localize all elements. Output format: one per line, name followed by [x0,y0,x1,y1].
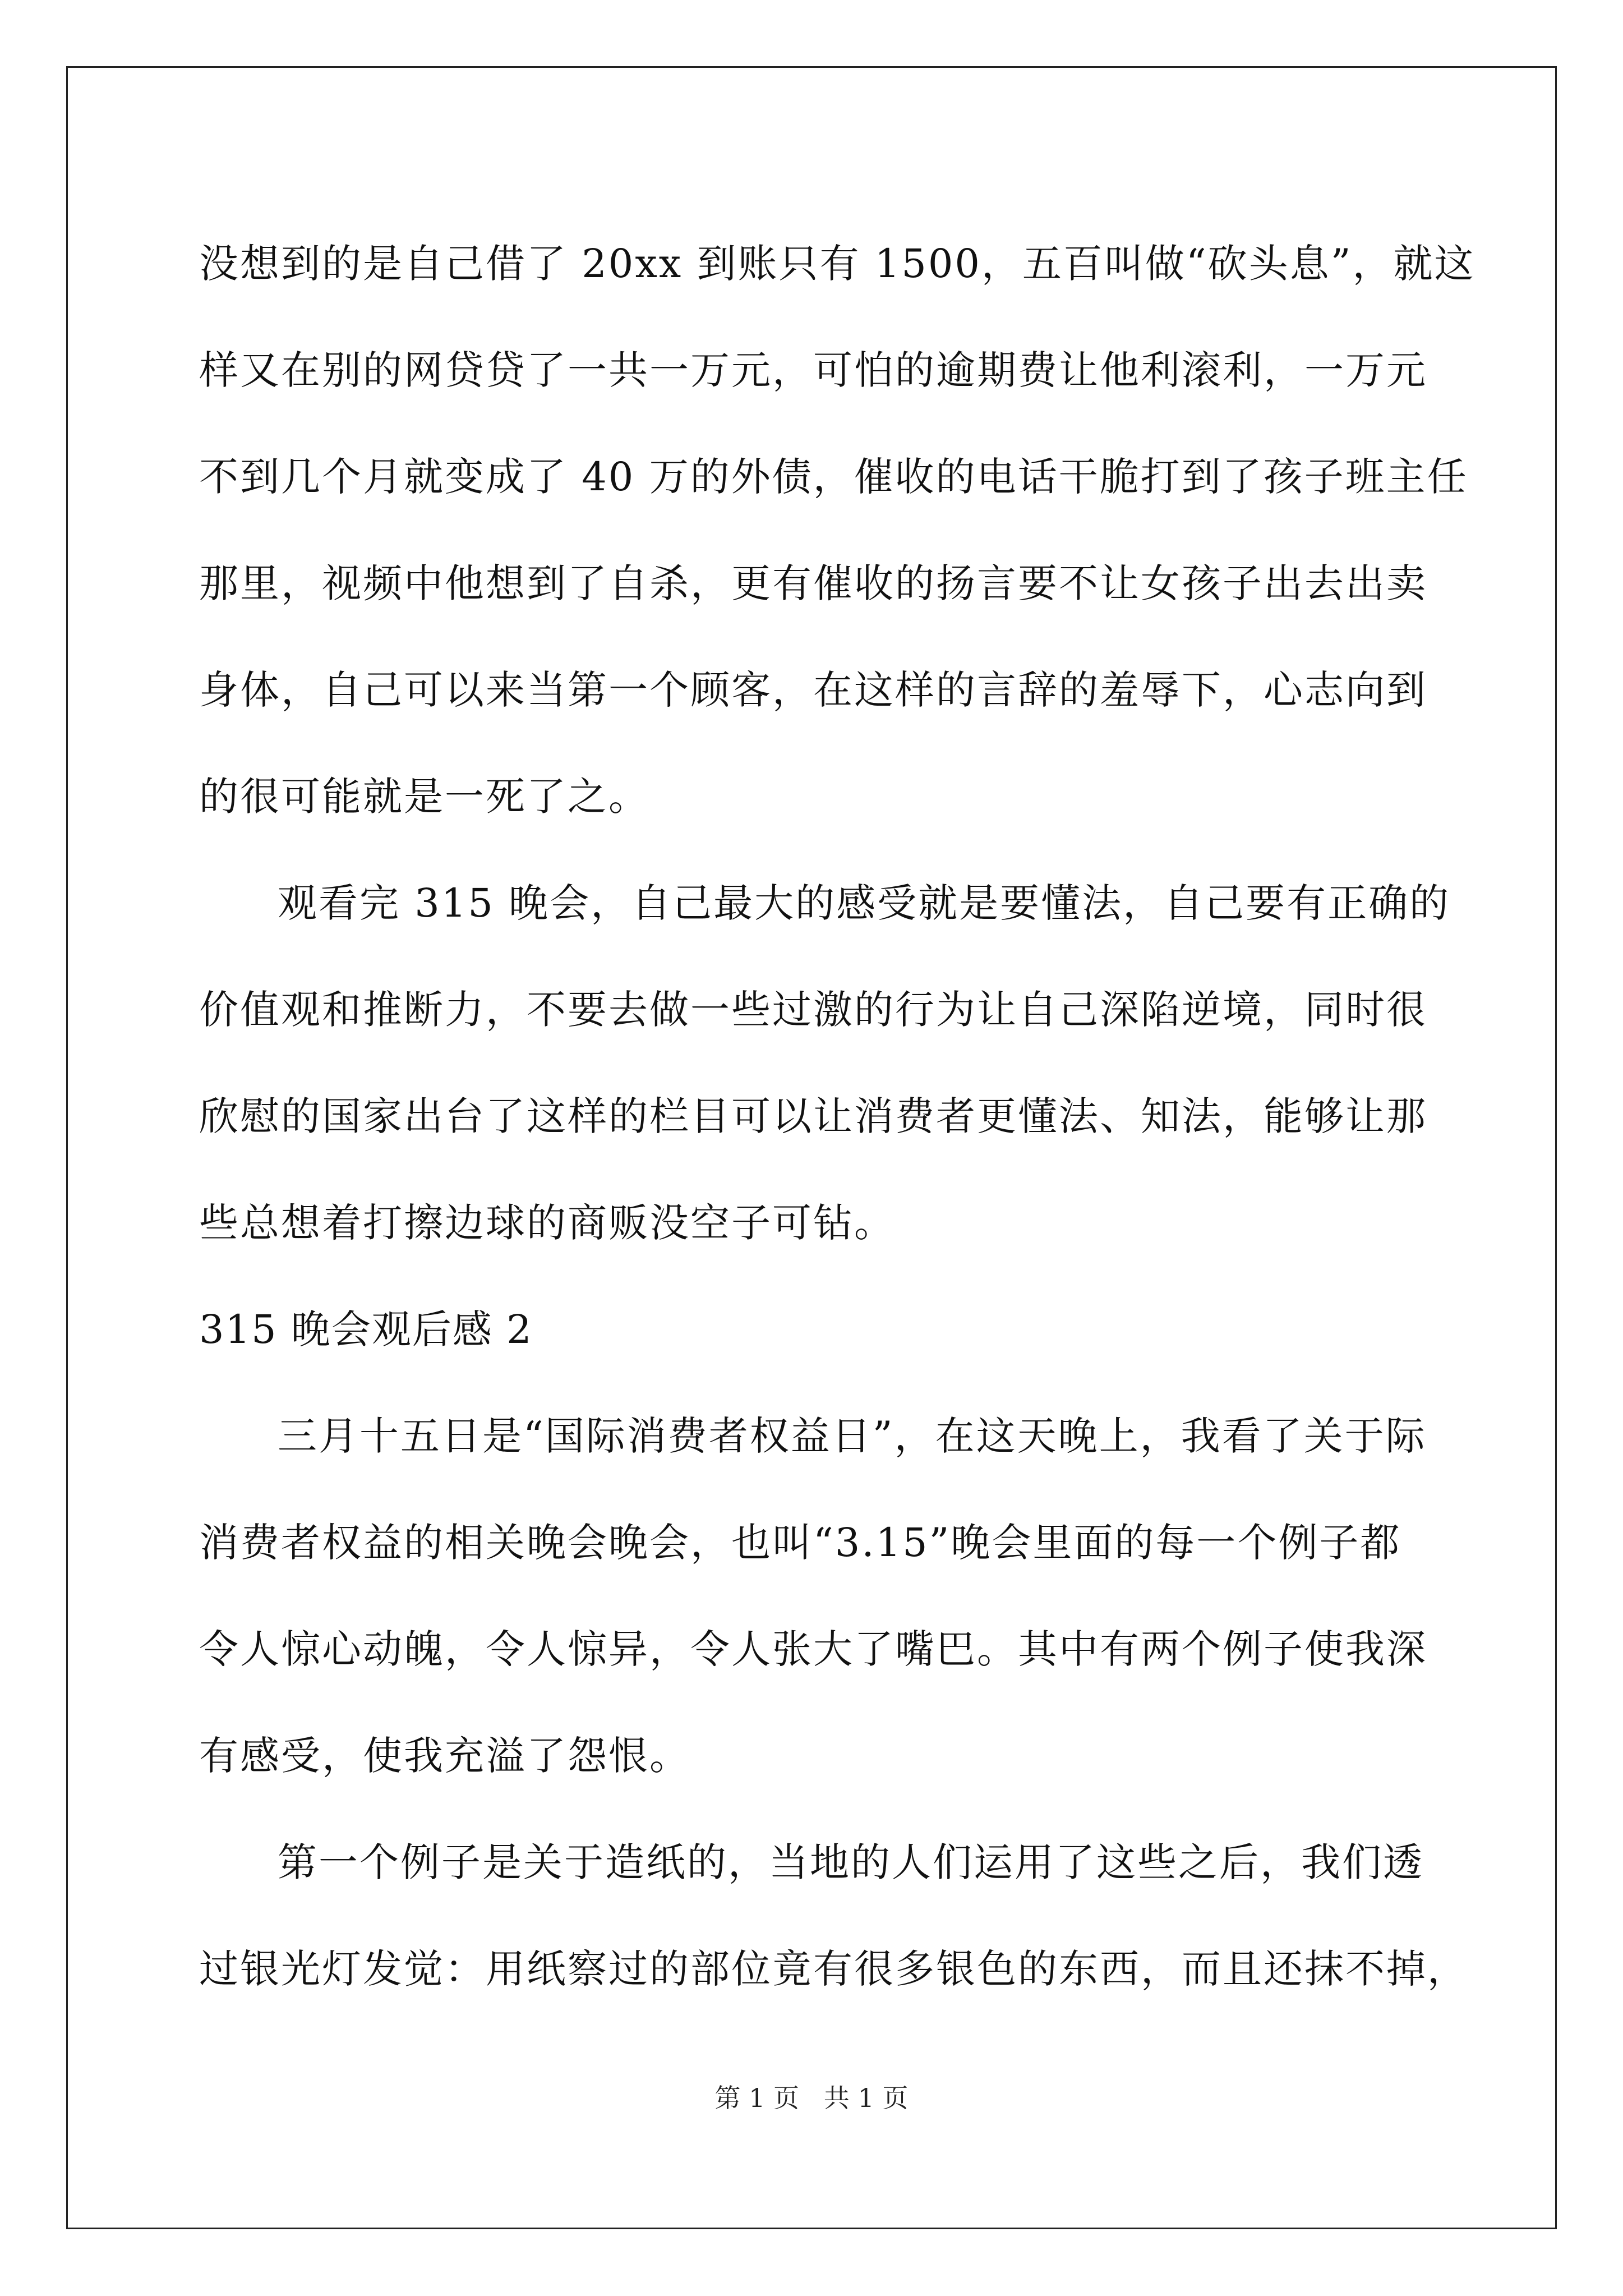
text-line: 没想到的是自己借了 20xx 到账只有 1500，五百叫做“砍头息”，就这 [199,241,1476,287]
text-line: 消费者权益的相关晚会晚会，也叫“3.15”晚会里面的每一个例子都 [199,1520,1401,1566]
paragraph-first-line: 三月十五日是“国际消费者权益日”，在这天晚上，我看了关于际 [278,1413,1427,1459]
text-line: 身体，自己可以来当第一个顾客，在这样的言辞的羞辱下，心志向到 [199,667,1427,713]
text-line: 令人惊心动魄，令人惊异，令人张大了嘴巴。其中有两个例子使我深 [199,1626,1427,1672]
text-line: 不到几个月就变成了 40 万的外债，催收的电话干脆打到了孩子班主任 [199,454,1468,500]
page-number-footer: 第 1 页 共 1 页 [714,2083,909,2113]
text-line: 那里，视频中他想到了自杀，更有催收的扬言要不让女孩子出去出卖 [199,560,1427,606]
section-heading: 315 晚会观后感 2 [199,1306,533,1352]
document-body [199,210,1476,2022]
paragraph-first-line: 观看完 315 晚会，自己最大的感受就是要懂法，自己要有正确的 [278,880,1451,926]
text-line: 欣慰的国家出台了这样的栏目可以让消费者更懂法、知法，能够让那 [199,1093,1427,1139]
text-line: 样又在别的网贷贷了一共一万元，可怕的逾期费让他利滚利，一万元 [199,347,1427,393]
text-line: 过银光灯发觉：用纸察过的部位竟有很多银色的东西，而且还抹不掉， [199,1946,1468,1992]
text-line: 些总想着打擦边球的商贩没空子可钻。 [199,1200,895,1246]
text-line: 价值观和推断力，不要去做一些过激的行为让自己深陷逆境，同时很 [199,987,1427,1033]
text-line: 的很可能就是一死了之。 [199,774,649,820]
paragraph-first-line: 第一个例子是关于造纸的，当地的人们运用了这些之后，我们透 [278,1839,1424,1885]
text-line: 有感受，使我充溢了怨恨。 [199,1733,690,1779]
